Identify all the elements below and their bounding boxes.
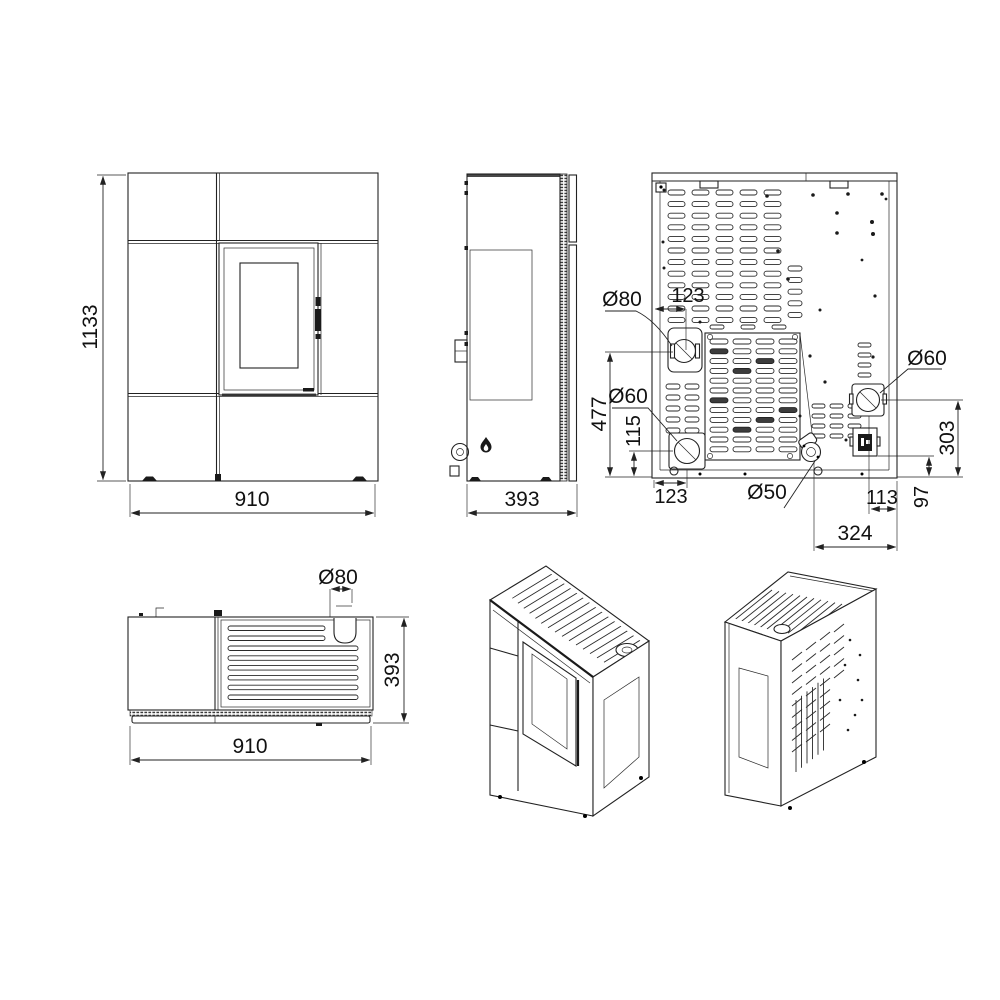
right-outlet-offset-label: 113	[866, 487, 898, 509]
flue-flange-80	[668, 328, 702, 372]
top-flue-dimension	[318, 566, 358, 617]
isometric-rear-view	[725, 572, 877, 810]
top-depth-label: 393	[381, 652, 404, 688]
front-edge-hatch	[130, 710, 372, 716]
top-depth-dimension	[373, 617, 409, 723]
door-latch	[303, 388, 314, 392]
right-outlet-flange-60	[850, 384, 887, 416]
top-flue-diameter-label: Ø80	[318, 566, 358, 589]
top-width-dimension	[130, 726, 371, 765]
side-depth-dimension	[467, 484, 577, 517]
power-socket	[850, 428, 880, 456]
top-view	[128, 566, 409, 765]
flue-notch	[334, 618, 356, 643]
flue-height-label: 477	[588, 396, 611, 432]
front-height-label: 1133	[79, 304, 102, 350]
flue-offset-label: 123	[671, 285, 705, 307]
right-outlet-height-label: 303	[936, 420, 959, 456]
air-intake-height-label: 115	[623, 415, 645, 447]
air-intake-diameter-label: Ø60	[608, 385, 648, 408]
rear-central-grille	[705, 333, 813, 460]
iso-flue-hole	[774, 625, 790, 634]
front-width-label: 910	[234, 488, 270, 511]
flue-diameter-label: Ø80	[602, 288, 642, 311]
front-view	[79, 173, 378, 517]
rear-view	[588, 173, 963, 551]
drain-diameter-label: Ø50	[747, 481, 787, 504]
rear-vent-slots-above-grille	[710, 325, 786, 329]
front-height-dimension	[79, 175, 126, 481]
stove-door	[219, 243, 321, 396]
front-width-dimension	[130, 484, 375, 517]
side-depth-label: 393	[504, 488, 540, 511]
side-view	[450, 174, 577, 517]
top-width-label: 910	[232, 735, 268, 758]
socket-height-label: 97	[911, 485, 933, 509]
isometric-front-view	[490, 566, 664, 818]
side-drain-pipe	[452, 444, 469, 461]
rear-hatch-strip	[560, 174, 567, 481]
right-outlet-diameter-label: Ø60	[907, 347, 947, 370]
air-intake-offset-label: 123	[654, 486, 688, 508]
drain-offset-label: 324	[837, 522, 873, 545]
